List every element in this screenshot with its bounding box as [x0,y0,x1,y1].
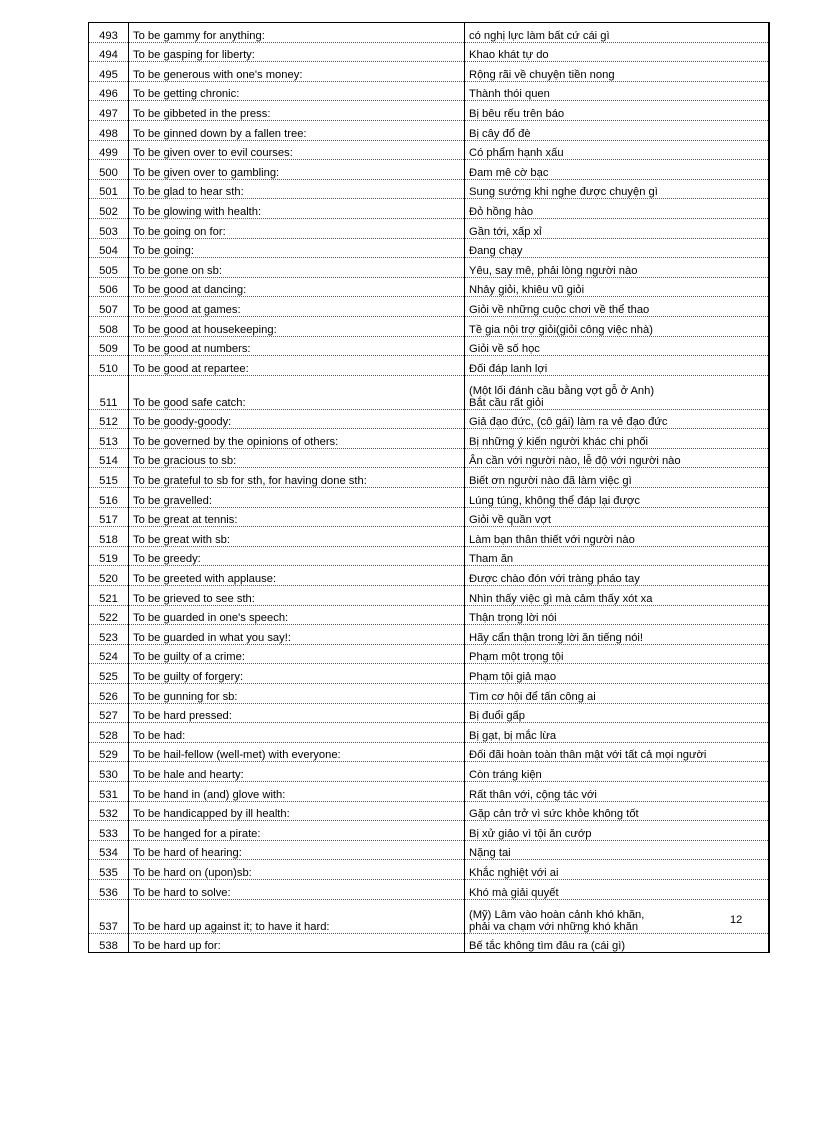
vietnamese-meaning: Đỏ hồng hào [465,199,769,219]
entry-number: 524 [89,644,129,664]
vietnamese-meaning: Sung sướng khi nghe được chuyện gì [465,179,769,199]
entry-number: 525 [89,664,129,684]
entry-number: 496 [89,81,129,101]
vietnamese-meaning: Giỏi về quần vợt [465,507,769,527]
english-phrase: To be good safe catch: [129,375,465,409]
entry-number: 518 [89,527,129,547]
page-number: 12 [730,914,743,926]
entry-number: 494 [89,42,129,62]
vietnamese-meaning: Khó mà giải quyết [465,879,769,899]
entry-number: 499 [89,140,129,160]
entry-number: 500 [89,160,129,180]
table-row [89,258,769,278]
entry-number: 503 [89,218,129,238]
entry-number: 519 [89,546,129,566]
english-phrase: To be hard on (upon)sb: [129,860,465,880]
vietnamese-meaning: Có phẩm hạnh xấu [465,140,769,160]
entry-number: 493 [89,23,129,43]
english-phrase: To be hard of hearing: [129,840,465,860]
english-phrase: To be glowing with health: [129,199,465,219]
table-row [89,218,769,238]
table-row [89,336,769,356]
table-row [89,356,769,376]
english-phrase: To be hail-fellow (well-met) with everyone: [129,742,465,762]
table-row [89,664,769,684]
english-phrase: To be hard to solve: [129,879,465,899]
entry-number: 504 [89,238,129,258]
vietnamese-meaning: Giỏi về những cuộc chơi về thể thao [465,297,769,317]
table-row [89,42,769,62]
entry-number: 515 [89,468,129,488]
entry-number: 535 [89,860,129,880]
entry-number: 530 [89,762,129,782]
table-row [89,821,769,841]
english-phrase: To be guilty of forgery: [129,664,465,684]
entry-number: 528 [89,723,129,743]
table-row [89,684,769,704]
entry-number: 531 [89,781,129,801]
english-phrase: To be guarded in what you say!: [129,625,465,645]
entry-number: 510 [89,356,129,376]
vietnamese-meaning: Phạm tội giả mạo [465,664,769,684]
table-row [89,644,769,664]
entry-number: 521 [89,586,129,606]
entry-number: 508 [89,316,129,336]
vietnamese-meaning: Bị cây đổ đè [465,120,769,140]
vietnamese-meaning: Rộng rãi về chuyện tiền nong [465,62,769,82]
english-phrase: To be good at repartee: [129,356,465,376]
table-row [89,933,769,953]
vietnamese-meaning: Thận trọng lời nói [465,605,769,625]
table-row [89,840,769,860]
english-phrase: To be generous with one's money: [129,62,465,82]
table-row [89,703,769,723]
english-phrase: To be good at games: [129,297,465,317]
table-row [89,429,769,449]
table-row [89,81,769,101]
english-phrase: To be greeted with applause: [129,566,465,586]
english-phrase: To be goody-goody: [129,409,465,429]
table-row [89,586,769,606]
vietnamese-meaning: (Mỹ) Lâm vào hoàn cảnh khó khăn, phải va chạm với những khó khăn [465,899,769,933]
vietnamese-meaning: Ân cần với người nào, lễ độ với người nào [465,448,769,468]
entry-number: 526 [89,684,129,704]
vietnamese-meaning: Phạm một trọng tội [465,644,769,664]
vietnamese-meaning: Bị những ý kiến người khác chi phối [465,429,769,449]
vietnamese-meaning: Được chào đón với tràng pháo tay [465,566,769,586]
english-phrase: To be great at tennis: [129,507,465,527]
vietnamese-meaning: Bị đuổi gấp [465,703,769,723]
entry-number: 536 [89,879,129,899]
entry-number: 529 [89,742,129,762]
vietnamese-meaning: Đối đáp lanh lợi [465,356,769,376]
english-phrase: To be going: [129,238,465,258]
entry-number: 517 [89,507,129,527]
vietnamese-meaning: Bị bêu rếu trên báo [465,101,769,121]
vietnamese-meaning: Giỏi về số học [465,336,769,356]
entry-number: 520 [89,566,129,586]
table-row [89,179,769,199]
english-phrase: To be good at numbers: [129,336,465,356]
entry-number: 533 [89,821,129,841]
entry-number: 538 [89,933,129,953]
english-phrase: To be going on for: [129,218,465,238]
entry-number: 507 [89,297,129,317]
english-phrase: To be given over to gambling: [129,160,465,180]
english-phrase: To be great with sb: [129,527,465,547]
english-phrase: To be good at housekeeping: [129,316,465,336]
english-phrase: To be glad to hear sth: [129,179,465,199]
english-phrase: To be grateful to sb for sth, for having done sth: [129,468,465,488]
vietnamese-meaning: Còn tráng kiện [465,762,769,782]
table-row [89,140,769,160]
idiom-table [88,22,770,953]
table-row [89,375,769,409]
entry-number: 498 [89,120,129,140]
vietnamese-meaning: Yêu, say mê, phải lòng người nào [465,258,769,278]
entry-number: 505 [89,258,129,278]
table-row [89,527,769,547]
entry-number: 495 [89,62,129,82]
english-phrase: To be gravelled: [129,488,465,508]
table-row [89,468,769,488]
vietnamese-meaning: Gặp cản trở vì sức khỏe không tốt [465,801,769,821]
english-phrase: To be hale and hearty: [129,762,465,782]
table-row [89,23,769,43]
table-row [89,488,769,508]
table-row [89,316,769,336]
table-row [89,605,769,625]
vietnamese-meaning: Rất thân với, cộng tác với [465,781,769,801]
vietnamese-meaning: Tìm cơ hội để tấn công ai [465,684,769,704]
vietnamese-meaning: Bị xử giảo vì tội ăn cướp [465,821,769,841]
vietnamese-meaning: Tề gia nội trợ giỏi(giỏi công việc nhà) [465,316,769,336]
vietnamese-meaning: có nghị lực làm bất cứ cái gì [465,23,769,43]
table-row [89,507,769,527]
entry-number: 509 [89,336,129,356]
vietnamese-meaning: Khắc nghiệt với ai [465,860,769,880]
table-row [89,409,769,429]
english-phrase: To be gibbeted in the press: [129,101,465,121]
vietnamese-meaning: Gần tới, xấp xỉ [465,218,769,238]
english-phrase: To be ginned down by a fallen tree: [129,120,465,140]
entry-number: 513 [89,429,129,449]
vietnamese-meaning: Biết ơn người nào đã làm việc gì [465,468,769,488]
english-phrase: To be good at dancing: [129,277,465,297]
entry-number: 537 [89,899,129,933]
english-phrase: To be hand in (and) glove with: [129,781,465,801]
table-row [89,762,769,782]
table-row [89,199,769,219]
vietnamese-meaning: Làm bạn thân thiết với người nào [465,527,769,547]
entry-number: 501 [89,179,129,199]
english-phrase: To be guilty of a crime: [129,644,465,664]
english-phrase: To be grieved to see sth: [129,586,465,606]
english-phrase: To be had: [129,723,465,743]
vietnamese-meaning: Lúng túng, không thể đáp lại được [465,488,769,508]
english-phrase: To be gone on sb: [129,258,465,278]
table-row [89,860,769,880]
english-phrase: To be gammy for anything: [129,23,465,43]
table-row [89,879,769,899]
entry-number: 512 [89,409,129,429]
vietnamese-meaning: Khao khát tự do [465,42,769,62]
table-row [89,899,769,933]
entry-number: 527 [89,703,129,723]
vietnamese-meaning: Bế tắc không tìm đâu ra (cái gì) [465,933,769,953]
table-row [89,62,769,82]
table-row [89,723,769,743]
vietnamese-meaning: Thành thói quen [465,81,769,101]
vietnamese-meaning: Tham ăn [465,546,769,566]
entry-number: 534 [89,840,129,860]
english-phrase: To be guarded in one's speech: [129,605,465,625]
vietnamese-meaning: Nhảy giỏi, khiêu vũ giỏi [465,277,769,297]
english-phrase: To be hard up for: [129,933,465,953]
vietnamese-meaning: Nhìn thấy việc gì mà cảm thấy xót xa [465,586,769,606]
entry-number: 532 [89,801,129,821]
table-row [89,566,769,586]
entry-number: 522 [89,605,129,625]
english-phrase: To be getting chronic: [129,81,465,101]
english-phrase: To be gasping for liberty: [129,42,465,62]
entry-number: 514 [89,448,129,468]
table-row [89,120,769,140]
entry-number: 506 [89,277,129,297]
table-row [89,625,769,645]
table-row [89,742,769,762]
english-phrase: To be governed by the opinions of others: [129,429,465,449]
table-row [89,101,769,121]
vietnamese-meaning: Giả đạo đức, (cô gái) làm ra vẻ đạo đức [465,409,769,429]
entry-number: 497 [89,101,129,121]
english-phrase: To be hard up against it; to have it hard: [129,899,465,933]
vietnamese-meaning: Nặng tai [465,840,769,860]
vietnamese-meaning: Đam mê cờ bạc [465,160,769,180]
english-phrase: To be hard pressed: [129,703,465,723]
entry-number: 516 [89,488,129,508]
entry-number: 502 [89,199,129,219]
table-row [89,160,769,180]
vietnamese-meaning: Đang chạy [465,238,769,258]
english-phrase: To be greedy: [129,546,465,566]
entry-number: 511 [89,375,129,409]
vietnamese-meaning: Bị gạt, bị mắc lừa [465,723,769,743]
english-phrase: To be given over to evil courses: [129,140,465,160]
table-row [89,781,769,801]
english-phrase: To be handicapped by ill health: [129,801,465,821]
entry-number: 523 [89,625,129,645]
vietnamese-meaning: Đối đãi hoàn toàn thân mật với tất cả mọi người [465,742,769,762]
table-row [89,801,769,821]
vietnamese-meaning: Hãy cẩn thận trong lời ăn tiếng nói! [465,625,769,645]
idiom-table-body [89,23,769,953]
english-phrase: To be gunning for sb: [129,684,465,704]
table-row [89,546,769,566]
table-row [89,238,769,258]
table-row [89,448,769,468]
vietnamese-meaning: (Một lối đánh cầu bằng vợt gỗ ở Anh) Bắt cầu rất giỏi [465,375,769,409]
table-row [89,277,769,297]
english-phrase: To be gracious to sb: [129,448,465,468]
english-phrase: To be hanged for a pirate: [129,821,465,841]
table-row [89,297,769,317]
